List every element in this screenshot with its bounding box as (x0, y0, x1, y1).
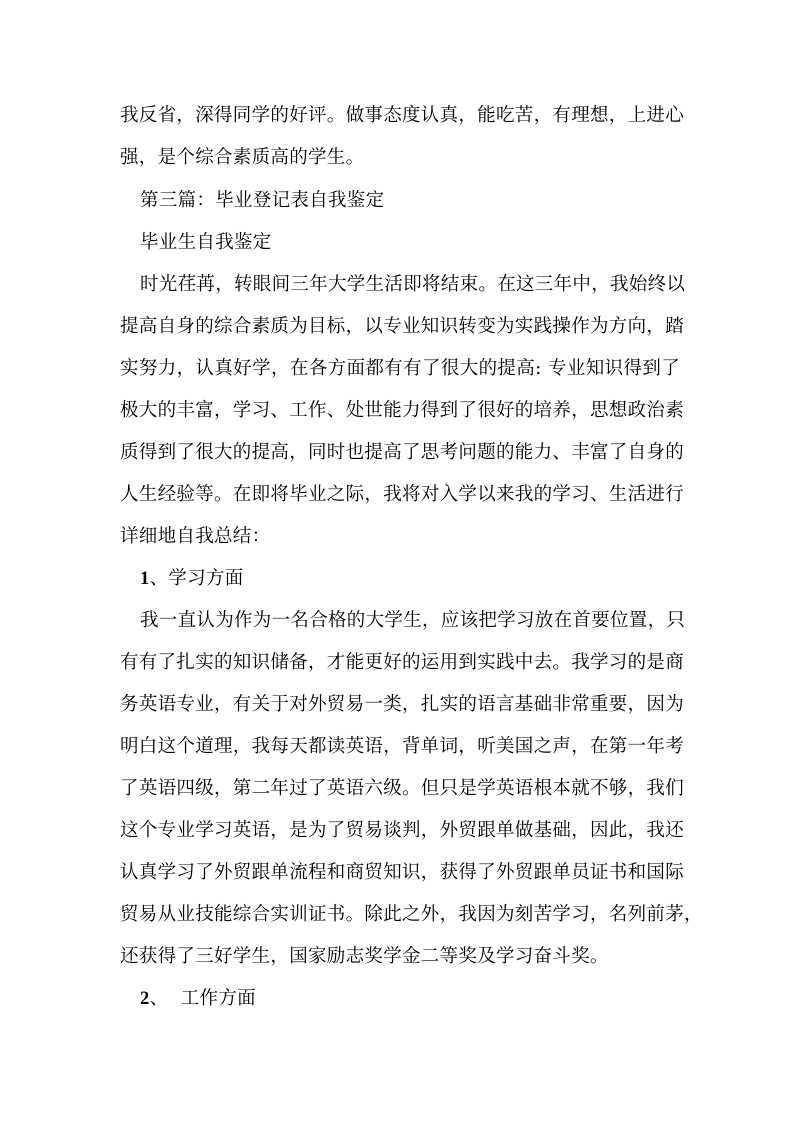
paragraph-line: 实努力，认真好学，在各方面都有有了很大的提高: 专业知识得到了 (120, 358, 680, 379)
paragraph-line: 人生经验等。在即将毕业之际，我将对入学以来我的学习、生活进行 (120, 484, 685, 505)
paragraph-line: 了英语四级，第二年过了英语六级。但只是学英语根本就不够，我们 (120, 778, 685, 799)
paragraph-line: 务英语专业，有关于对外贸易一类，扎实的语言基础非常重要，因为 (120, 694, 685, 715)
section-subtitle: 毕业生自我鉴定 (140, 232, 272, 253)
paragraph-line: 时光荏苒，转眼间三年大学生活即将结束。在这三年中，我始终以 (140, 274, 686, 295)
paragraph-line: 详细地自我总结： (120, 526, 271, 547)
heading-text: 、 工作方面 (149, 988, 256, 1009)
paragraph-line: 我一直认为作为一名合格的大学生，应该把学习放在首要位置，只 (140, 610, 686, 631)
paragraph-line: 质得到了很大的提高，同时也提高了思考问题的能力、丰富了自身的 (120, 442, 685, 463)
section-title: 第三篇：毕业登记表自我鉴定 (140, 190, 385, 211)
paragraph-line: 提高自身的综合素质为目标，以专业知识转变为实践操作为方向，踏 (120, 316, 685, 337)
paragraph-line: 还获得了三好学生，国家励志奖学金二等奖及学习奋斗奖。 (120, 946, 609, 967)
paragraph-line: 贸易从业技能综合实训证书。除此之外，我因为刻苦学习，名列前茅， (120, 904, 703, 925)
heading-text: 、学习方面 (149, 568, 244, 589)
paragraph-line: 强，是个综合素质高的学生。 (120, 147, 365, 168)
heading-number: 1 (140, 569, 150, 589)
paragraph-line: 认真学习了外贸跟单流程和商贸知识，获得了外贸跟单员证书和国际 (120, 862, 685, 883)
paragraph-line: 极大的丰富，学习、工作、处世能力得到了很好的培养，思想政治素 (120, 400, 685, 421)
paragraph-line: 我反省，深得同学的好评。做事态度认真，能吃苦，有理想，上进心 (120, 105, 685, 126)
heading-number: 2 (140, 989, 150, 1009)
subsection-heading-work (140, 987, 680, 1011)
paragraph-line: 有有了扎实的知识储备，才能更好的运用到实践中去。我学习的是商 (120, 652, 685, 673)
subsection-heading-study (140, 567, 680, 591)
paragraph-line: 这个专业学习英语，是为了贸易谈判，外贸跟单做基础，因此，我还 (120, 820, 685, 841)
paragraph-line: 明白这个道理，我每天都读英语，背单词，听美国之声，在第一年考 (120, 736, 685, 757)
